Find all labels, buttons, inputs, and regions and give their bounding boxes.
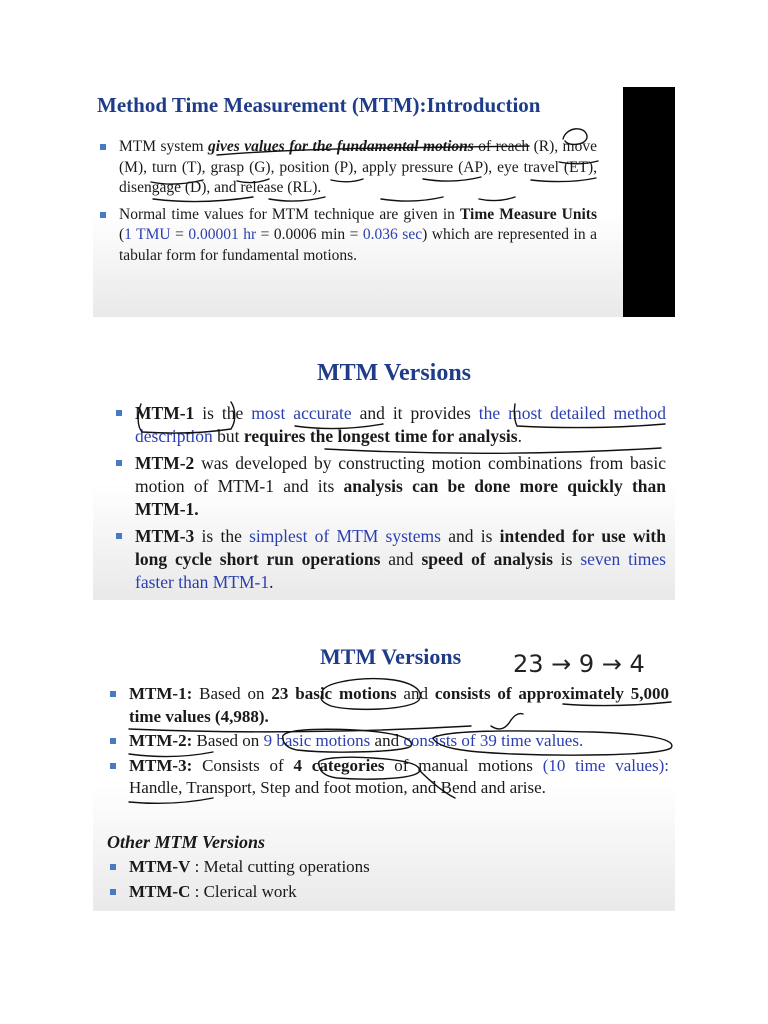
blue-text: consists of 39 time values.: [403, 731, 584, 750]
bullet-item: [107, 755, 669, 800]
blue-text: 1 TMU: [124, 226, 171, 243]
bullet-item: [113, 525, 666, 594]
text: : Metal cutting operations: [190, 857, 370, 876]
bold-text: Time Measure Units: [459, 205, 597, 223]
bullet-square-icon: [100, 144, 106, 150]
bullet-square-icon: [110, 738, 116, 744]
bullet-item: [113, 452, 666, 521]
blue-text: 0.00001 hr: [188, 226, 257, 243]
blue-text: (10 time values):: [542, 755, 670, 775]
text: and: [380, 549, 422, 569]
text: Normal time values for MTM technique are given in: [119, 205, 460, 223]
bold-text: 23 basic motions: [271, 684, 397, 703]
bold-text: analysis can be done more quickly than MTM-1.: [135, 476, 666, 519]
bullet-square-icon: [110, 691, 116, 697]
bold-text: consists of approximately 5,000 time values (4,988).: [129, 684, 670, 726]
text: Based on: [192, 731, 264, 750]
text: ) which are represented in a tabular form for fundamental motions.: [119, 226, 597, 264]
blue-text: seven times faster than MTM-1: [135, 549, 666, 592]
bullet-list: [107, 683, 669, 802]
bold-text: MTM-3: [135, 526, 195, 546]
bullet-list: [113, 402, 666, 598]
blue-text: most accurate: [251, 403, 352, 423]
text: was developed by constructing motion combinations from basic motion of MTM-1 and its: [135, 453, 666, 496]
slide-title: MTM Versions: [320, 644, 462, 669]
bold-text: MTM-1:: [129, 684, 193, 703]
blue-text: 9 basic motions: [263, 731, 371, 750]
bullet-item: [107, 730, 669, 753]
text: and: [370, 731, 404, 750]
text: is: [552, 549, 581, 569]
bullet-square-icon: [116, 460, 122, 466]
blue-text: 0.036 sec: [362, 226, 423, 243]
text: and it provides: [351, 403, 479, 423]
text: and: [396, 684, 435, 703]
text: (: [119, 226, 125, 243]
text: : Clerical work: [190, 881, 297, 901]
text: and is: [440, 526, 500, 546]
slide-mtm-versions-1: [93, 342, 675, 600]
text: .: [517, 426, 522, 446]
bold-text: 4 categories: [293, 755, 385, 775]
bold-text: MTM-2:: [129, 731, 193, 750]
text: = 0.0006 min =: [256, 226, 363, 243]
other-versions-heading: Other MTM Versions: [107, 832, 266, 852]
text: of manual motions: [384, 755, 543, 775]
bullet-square-icon: [110, 763, 116, 769]
bullet-square-icon: [116, 533, 122, 539]
handwritten-sequence: 23 → 9 → 4: [513, 650, 645, 678]
bold-text: MTM-C: [129, 881, 191, 901]
bold-text: speed of analysis: [421, 549, 553, 569]
bullet-item: [107, 856, 669, 879]
text: Based on: [192, 684, 272, 703]
bold-text: MTM-2: [135, 453, 195, 473]
bold-text: requires the longest time for analysis: [243, 426, 518, 446]
bullet-item: [97, 205, 597, 267]
bold-text: MTM-V: [129, 857, 191, 876]
bold-text: MTM-3:: [129, 755, 193, 775]
bold-text: intended for use with long cycle short run operations: [135, 526, 666, 569]
text: Handle, Transport, Step and foot motion, and Bend and arise.: [129, 778, 546, 797]
bullet-square-icon: [110, 889, 116, 895]
black-bar: [623, 87, 675, 317]
bullet-square-icon: [100, 212, 106, 218]
slide-title: MTM Versions: [317, 360, 472, 386]
slide-mtm-versions-2: [93, 634, 675, 911]
text: of reach (R), move (M), turn (T), grasp (G), position (P), apply pressure (AP), eye travel (ET), disengage (D), and release (RL).: [119, 138, 597, 196]
blue-text: simplest of MTM systems: [249, 526, 441, 546]
bullet-square-icon: [116, 410, 122, 416]
bullet-list: [97, 137, 597, 272]
text: Consists of: [192, 755, 294, 775]
slide-title: Method Time Measurement (MTM):Introduction: [97, 93, 541, 117]
text: is the: [194, 403, 252, 423]
bullet-item: [107, 683, 669, 728]
other-versions-list: [107, 856, 669, 905]
text: =: [170, 226, 189, 243]
bullet-item: [113, 402, 666, 448]
bullet-item: [107, 881, 669, 904]
bullet-item: [97, 137, 597, 199]
text: but: [212, 426, 244, 446]
text: MTM system: [119, 138, 208, 155]
emphasis-text: gives values for the fundamental motions: [207, 138, 474, 155]
text: is the: [194, 526, 250, 546]
slide-mtm-introduction: [93, 87, 675, 317]
blue-text: the most detailed method description: [135, 403, 667, 446]
text: .: [269, 572, 274, 592]
bullet-square-icon: [110, 864, 116, 870]
bold-text: MTM-1: [135, 403, 195, 423]
